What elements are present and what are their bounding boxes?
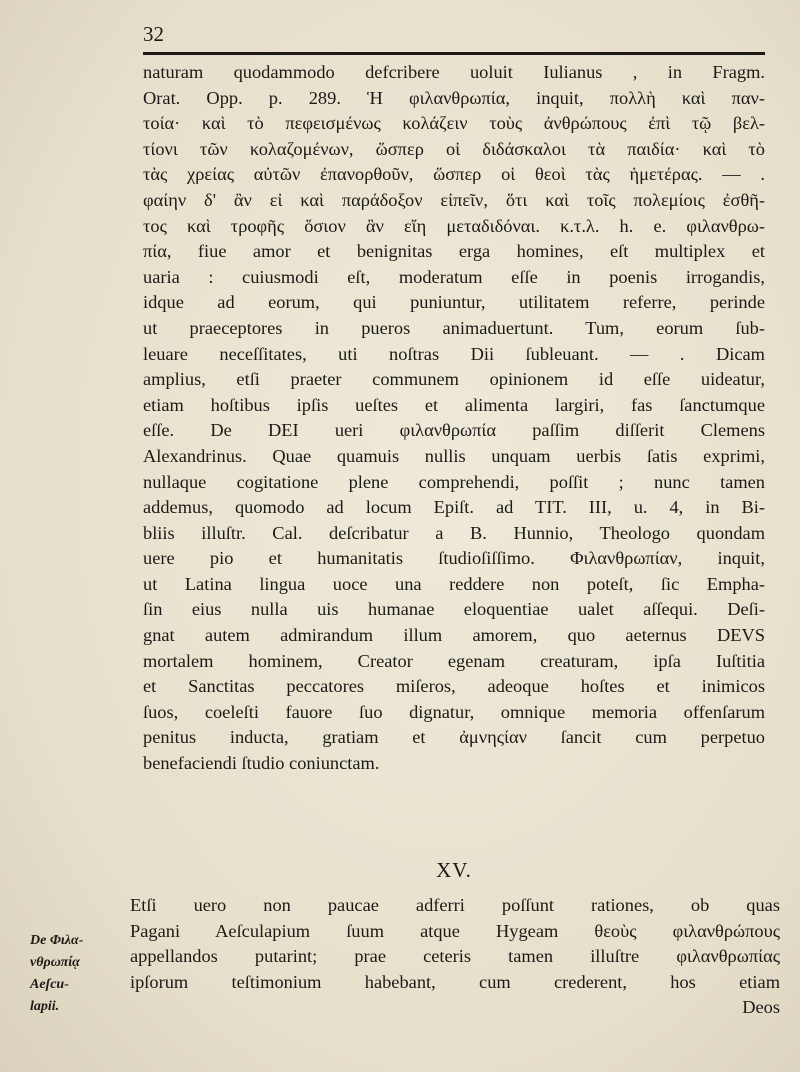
text-line: Etſi uero non paucae adferri poſſunt rationes, ob quas <box>130 895 780 915</box>
text-line: naturam quodammodo defcribere uoluit Iulianus , in Fragm. <box>143 62 765 82</box>
text-line: ut praeceptores in pueros animaduertunt. Tum, eorum ſub- <box>143 317 765 338</box>
margin-note-line: lapii. <box>30 999 60 1014</box>
text-line: ſuos, coeleſti fauore ſuo dignatur, omnique memoria offenſarum <box>143 701 765 722</box>
text-line: benefaciendi ſtudio coniunctam. <box>143 753 380 774</box>
text-line: ut Latina lingua uoce una reddere non poteſt, ſic Empha- <box>143 573 765 594</box>
text-line: τος καὶ τροφῆς ὅσιον ἂν εἴη μεταδιδόναι. κ.τ.λ. h. e. φιλανθρω- <box>143 215 765 236</box>
text-line: bliis illuſtr. Cal. deſcribatur a B. Hunnio, Theologo quondam <box>143 522 765 543</box>
text-line: gnat autem admirandum illum amorem, quo aeternus DEVS <box>143 625 765 646</box>
text-line: penitus inducta, gratiam et ἀμνηςίαν ſancit cum perpetuo <box>143 727 765 748</box>
text-line: amplius, etſi praeter communem opinionem id eſſe uideatur, <box>143 369 765 390</box>
text-line: τοία· καὶ τὸ πεφεισμένως κολάζειν τοὺς ἀνθρώπους ἐπὶ τῷ βελ- <box>143 113 765 134</box>
margin-note-line: νθρωπίᾳ <box>30 955 80 970</box>
text-line: uaria : cuiusmodi eſt, moderatum eſſe in poenis irrogandis, <box>143 266 765 287</box>
text-line: idque ad eorum, qui puniuntur, utilitatem referre, perinde <box>143 292 765 313</box>
header-rule <box>143 52 765 55</box>
text-line: addemus, quomodo ad locum Epiſt. ad TIT. III, u. 4, in Bi- <box>143 497 765 518</box>
text-line: ipſorum teſtimonium habebant, cum crederent, hos etiam <box>130 971 780 992</box>
text-line: Pagani Aeſculapium ſuum atque Hygeam θεοὺς φιλανθρώπους <box>130 920 780 941</box>
page-number: 32 <box>143 22 164 46</box>
text-line: πία, fiue amor et benignitas erga homines, eſt multiplex et <box>143 241 765 262</box>
text-line: uere pio et humanitatis ſtudioſiſſimo. Φιλανθρωπίαν, inquit, <box>143 548 765 569</box>
margin-note-line: Aeſcu- <box>30 977 69 992</box>
text-line: Orat. Opp. p. 289. Ἡ φιλανθρωπία, inquit, πολλὴ καὶ παν- <box>143 87 765 108</box>
text-line: et Sanctitas peccatores miſeros, adeoque hoſtes et inimicos <box>143 676 765 697</box>
section-text-block <box>130 893 780 1021</box>
text-line: τίονι τῶν κολαζομένων, ὥσπερ οἱ διδάσκαλοι τὰ παιδία· καὶ τὸ <box>143 138 765 159</box>
main-text-block <box>143 60 765 777</box>
text-line: eſſe. De DEI ueri φιλανθρωπία paſſim diſſerit Clemens <box>143 420 765 441</box>
margin-note-line: De Φιλα- <box>30 933 84 948</box>
section-heading: XV. <box>436 858 472 882</box>
text-line: etiam hoſtibus ipſis ueſtes et alimenta largiri, fas ſanctumque <box>143 394 765 415</box>
text-line: mortalem hominem, Creator egenam creaturam, ipſa Iuſtitia <box>143 650 765 671</box>
text-line: Alexandrinus. Quae quamuis nullis unquam uerbis ſatis exprimi, <box>143 445 765 466</box>
text-line: leuare neceſſitates, uti noſtras Dii ſubleuant. — . Dicam <box>143 343 765 364</box>
text-line: Deos <box>742 997 780 1018</box>
text-line: φαίην δ' ἂν εἰ καὶ παράδοξον εἰπεῖν, ὅτι καὶ τοῖς πολεμίοις ἐσθῆ- <box>143 189 765 210</box>
text-line: nullaque cogitatione plene comprehendi, poſſit ; nunc tamen <box>143 471 765 492</box>
text-line: appellandos putarint; prae ceteris tamen illuſtre φιλανθρωπίας <box>130 946 780 967</box>
text-line: τὰς χρείας αὐτῶν ἐπανορθοῦν, ὥσπερ οἱ θεοὶ τὰς ἡμετέρας. — . <box>143 164 765 185</box>
text-line: ſin eius nulla uis humanae eloquentiae ualet aſſequi. Deſi- <box>143 599 765 620</box>
margin-note <box>30 930 130 1018</box>
